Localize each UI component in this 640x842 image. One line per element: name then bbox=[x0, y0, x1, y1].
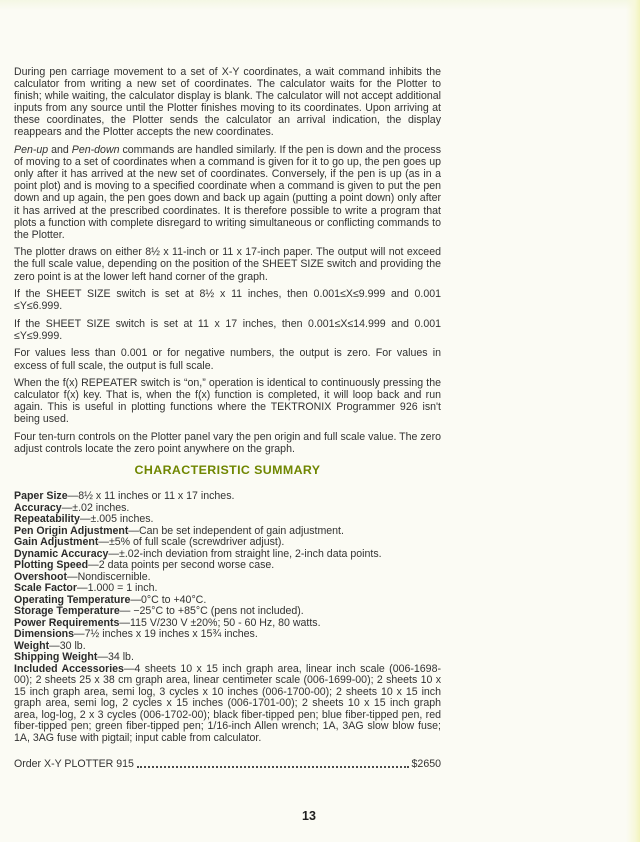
summary-term: Storage Temperature bbox=[14, 605, 120, 618]
paragraph-fx-repeater: When the f(x) REPEATER switch is “on,” operation is identical to continuously pressing the calculator f(x) key. That is, when the f(x) function is completed, it will loop back and run again. This is useful in plotting functions where the TEKTRONIX Programmer 926 isn't being used. bbox=[14, 377, 441, 426]
summary-item bbox=[14, 664, 441, 745]
summary-desc: —1.000 = 1 inch. bbox=[77, 582, 158, 595]
summary-term: Overshoot bbox=[14, 570, 67, 583]
summary-term: Pen Origin Adjustment bbox=[14, 524, 129, 537]
summary-term: Power Requirements bbox=[14, 616, 120, 629]
paragraph-paper-sizes: The plotter draws on either 8½ x 11-inch or 11 x 17-inch paper. The output will not exceed the full scale value, depending on the position of the SHEET SIZE switch and providing the zero point is at the lower left hand corner of the graph. bbox=[14, 246, 441, 283]
section-heading-characteristic-summary: CHARACTERISTIC SUMMARY bbox=[134, 463, 321, 478]
paragraph-sheet-size-8x11: If the SHEET SIZE switch is set at 8½ x 11 inches, then 0.001≤X≤9.999 and 0.001 ≤Y≤6.999. bbox=[14, 288, 441, 313]
paragraph-value-limits: For values less than 0.001 or for negative numbers, the output is zero. For values in excess of full scale, the output is full scale. bbox=[14, 347, 441, 372]
summary-desc: —±5% of full scale (screwdriver adjust). bbox=[98, 536, 285, 549]
summary-term: Shipping Weight bbox=[14, 651, 98, 664]
summary-term: Accuracy bbox=[14, 501, 62, 514]
summary-desc: —±.02-inch deviation from straight line, 2-inch data points. bbox=[108, 547, 382, 560]
summary-desc: —34 lb. bbox=[97, 651, 134, 664]
italic-pen-down: Pen-down bbox=[71, 144, 120, 157]
order-price: $2650 bbox=[411, 758, 441, 771]
summary-term: Dimensions bbox=[14, 628, 75, 641]
summary-desc: —4 sheets 10 x 15 inch graph area, linear inch scale (006-1698-00); 2 sheets 25 x 38 cm graph area, linear centimeter scale (006-1699-00); 2 sheets 10 x 15 inch graph area, semi log, 3 cycles x 10 inches (006-1700-00); 2 sheets 10 x 15 inch graph area, semi log, 2 cycles x 15 inches (006-1701-00); 2 sheets 10 x 15 inch graph area, log-log, 2 x 3 cycles (006-1702-00); black fiber-tipped pen; blue fiber-tipped pen, red fiber-tipped pen; green fiber-tipped pen; 1/16-inch Allen wrench; 1A, 3AG slow blow fuse; 1A, 3AG fuse with pigtail; input cable from calculator. bbox=[14, 662, 441, 744]
summary-term: Weight bbox=[14, 639, 50, 652]
summary-term: Plotting Speed bbox=[14, 559, 89, 572]
italic-pen-up: Pen-up bbox=[14, 144, 49, 157]
paragraph-ten-turn-controls: Four ten-turn controls on the Plotter panel vary the pen origin and full scale value. The zero adjust controls locate the zero point anywhere on the graph. bbox=[14, 431, 441, 456]
paragraph-wait-command: During pen carriage movement to a set of X-Y coordinates, a wait command inhibits the calculator from writing a new set of coordinates. The calculator waits for the Plotter to finish; while waiting, the calculator display is blank. The calculator will not accept additional inputs from any source until the Plotter finishes moving to its coordinates. Upon arriving at these coordinates, the Plotter sends the calculator an arrival indication, the display reappears and the Plotter accepts the new coordinates. bbox=[14, 66, 441, 139]
paragraph-pen-up-down bbox=[14, 144, 441, 241]
characteristic-summary-list bbox=[14, 491, 441, 744]
summary-term: Scale Factor bbox=[14, 582, 78, 595]
summary-term: Dynamic Accuracy bbox=[14, 547, 109, 560]
summary-desc: — −25°C to +85°C (pens not included). bbox=[119, 605, 304, 618]
summary-term: Included Accessories bbox=[14, 662, 124, 675]
summary-desc: —0°C to +40°C. bbox=[130, 593, 207, 606]
paragraph-sheet-size-11x17: If the SHEET SIZE switch is set at 11 x 17 inches, then 0.001≤X≤14.999 and 0.001 ≤Y≤9.999. bbox=[14, 317, 441, 342]
summary-desc: —Can be set independent of gain adjustment. bbox=[128, 524, 344, 537]
summary-desc: —±.02 inches. bbox=[61, 501, 130, 514]
summary-term: Paper Size bbox=[14, 490, 68, 503]
page-content bbox=[14, 66, 441, 770]
page-number: 13 bbox=[302, 809, 316, 823]
dot-leader bbox=[137, 766, 409, 768]
order-label: Order X-Y PLOTTER 915 bbox=[14, 758, 134, 771]
summary-term: Gain Adjustment bbox=[14, 536, 99, 549]
summary-desc: —7½ inches x 19 inches x 15¾ inches. bbox=[74, 628, 258, 641]
summary-desc: —8½ x 11 inches or 11 x 17 inches. bbox=[67, 490, 235, 503]
summary-desc: —115 V/230 V ±20%; 50 - 60 Hz, 80 watts. bbox=[119, 616, 321, 629]
summary-desc: —2 data points per second worse case. bbox=[88, 559, 275, 572]
paragraph-segment: and bbox=[48, 144, 72, 157]
paragraph-segment: commands are handled similarly. If the pen is down and the process of moving to a set of coordinates when a command is given for it to go up, the pen goes up only after it has arrived at the new set of coordinates. Conversely, if the pen is up (as in a point plot) and is moving to a specified coordinate when a command is given to put the pen down and up again, the pen goes down and back up again (putting a point down) only after it has arrived at the prescribed coordinates. It is therefore possible to write a program that plots a function with complete disregard to writing simultaneous or conflicting commands to the Plotter. bbox=[14, 144, 441, 241]
order-line bbox=[14, 758, 441, 770]
summary-desc: —Nondiscernible. bbox=[66, 570, 151, 583]
summary-desc: —30 lb. bbox=[49, 639, 86, 652]
summary-term: Repeatability bbox=[14, 513, 80, 526]
summary-desc: —±.005 inches. bbox=[79, 513, 154, 526]
summary-term: Operating Temperature bbox=[14, 593, 131, 606]
